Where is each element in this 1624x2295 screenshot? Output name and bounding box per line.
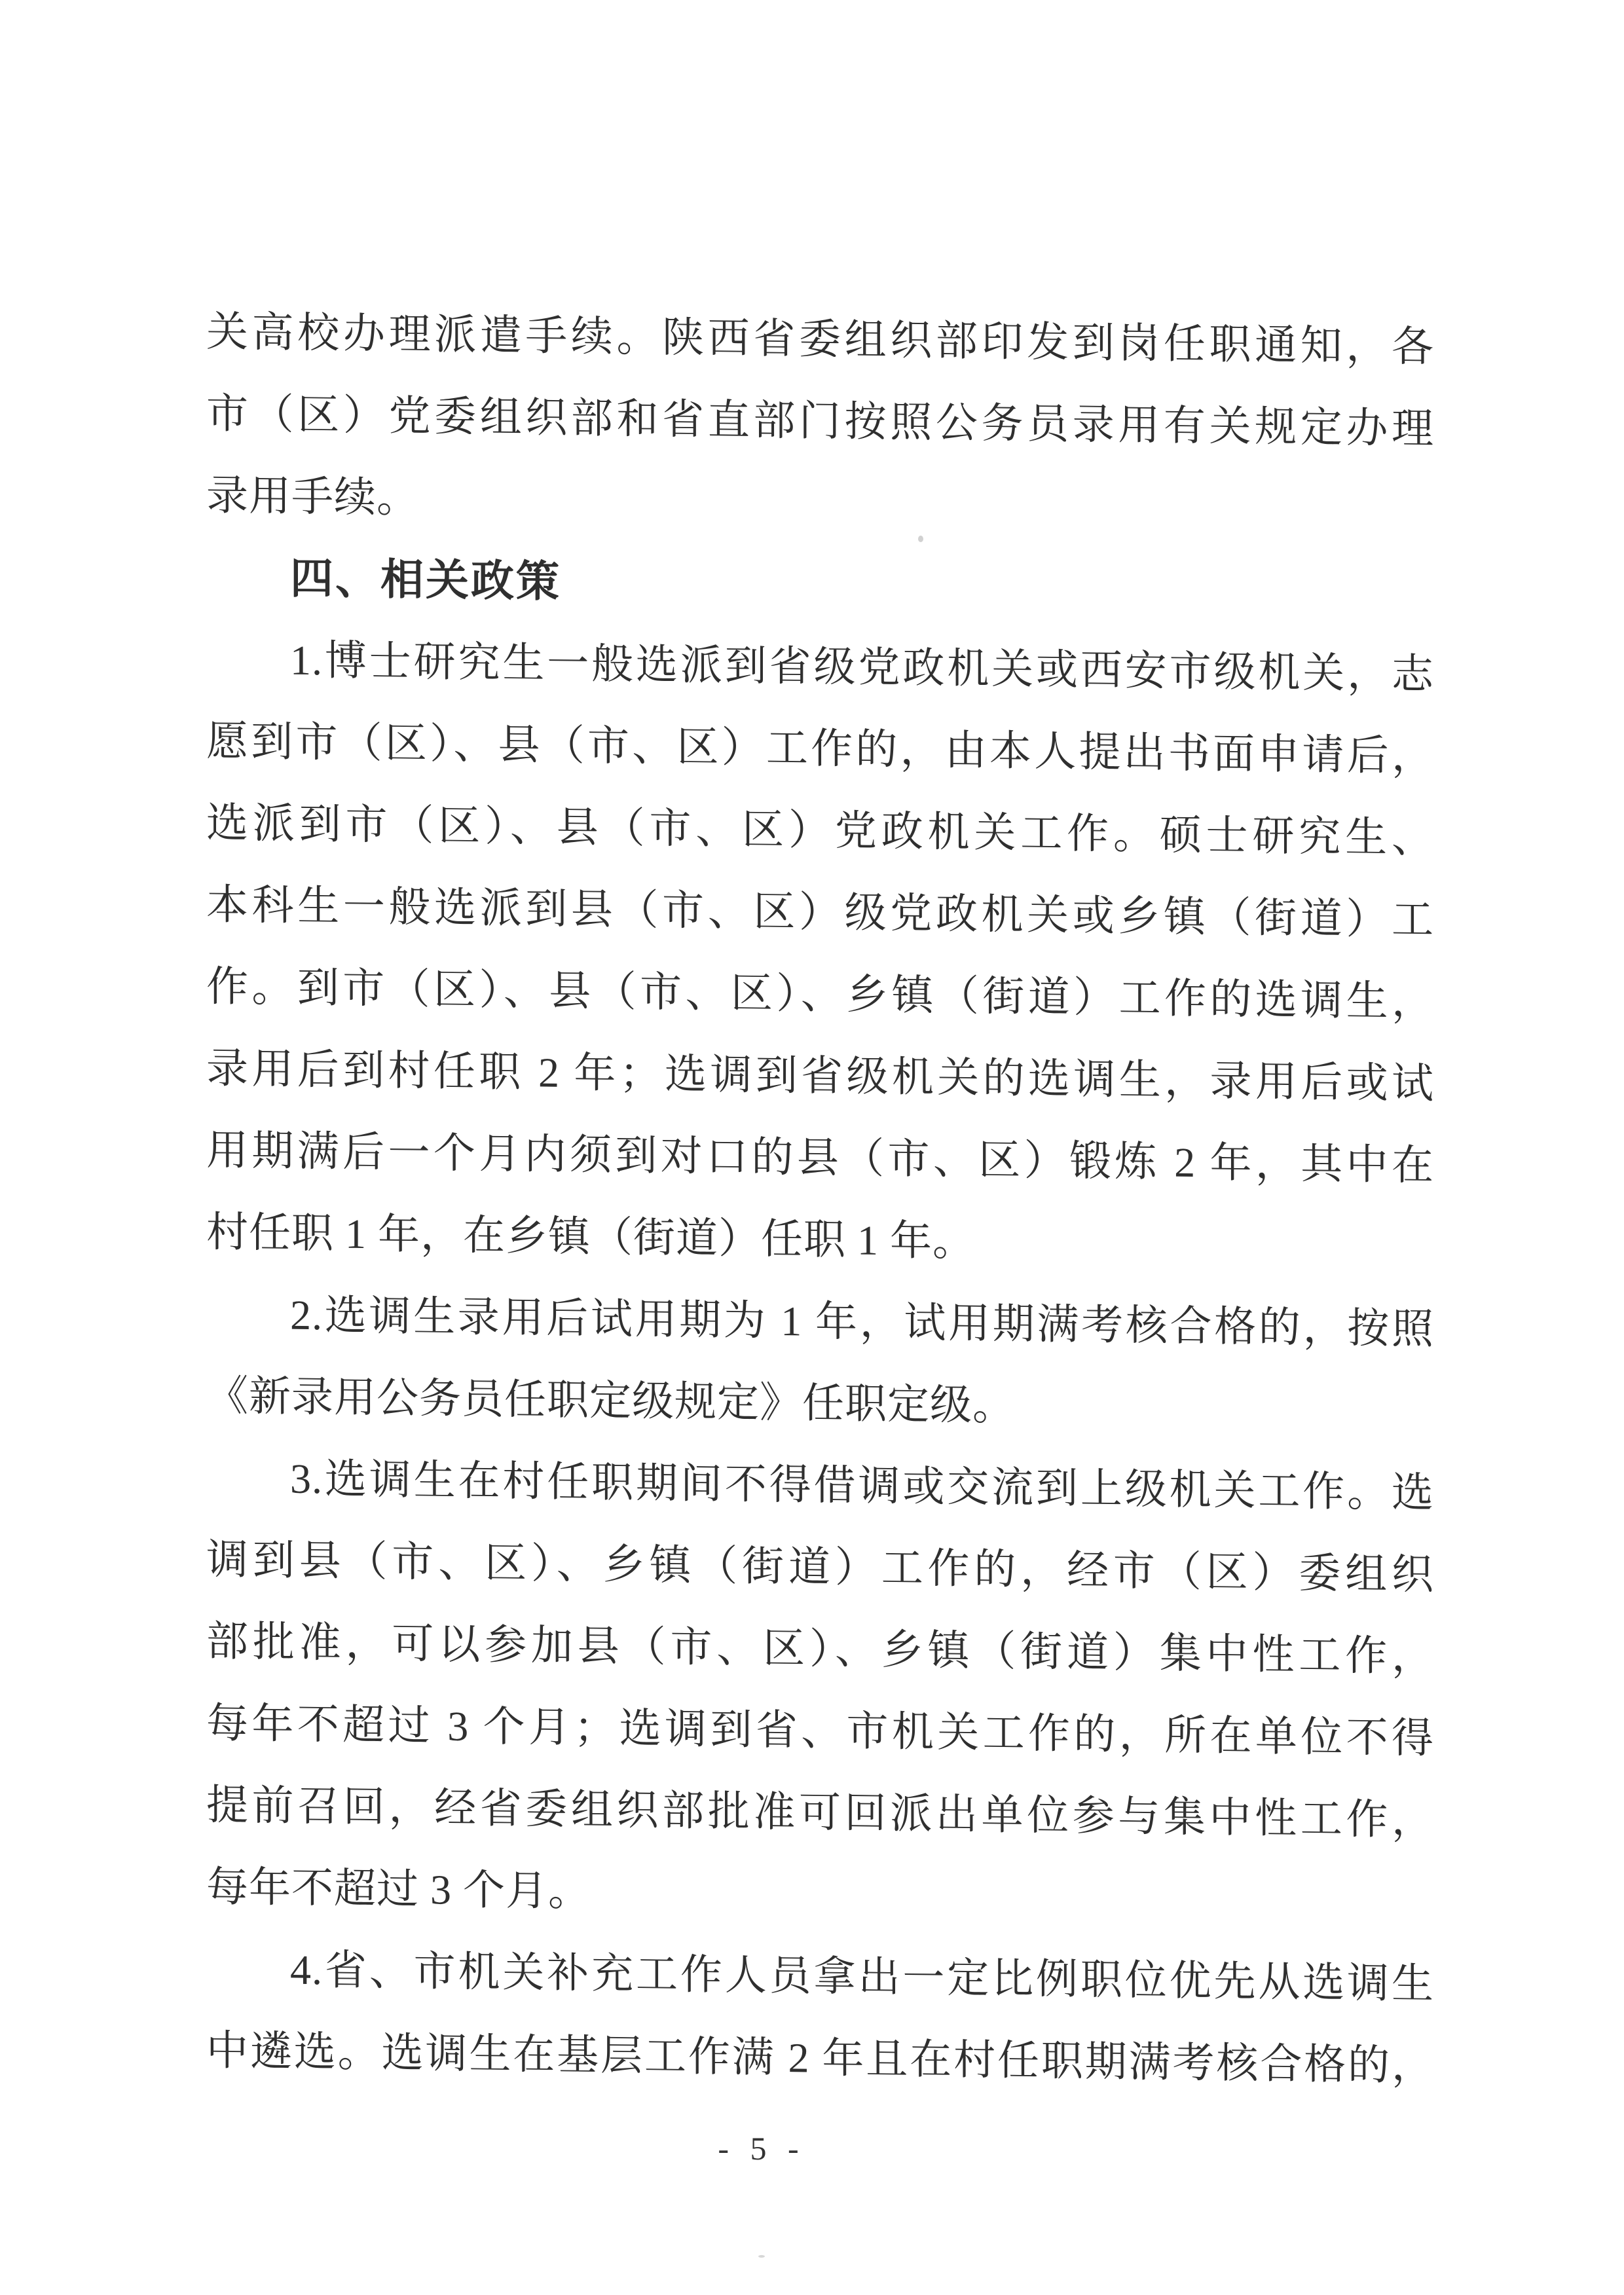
text-line: 4.省、市机关补充工作人员拿出一定比例职位优先从选调生 [290, 1946, 1434, 2008]
text-line: 每年不超过 3 个月；选调到省、市机关工作的，所在单位不得 [206, 1700, 1434, 1762]
text-line: 录用手续。 [206, 472, 419, 522]
text-line: 调到县（市、区）、乡镇（街道）工作的，经市（区）委组织 [206, 1536, 1434, 1598]
text-line: 中遴选。选调生在基层工作满 2 年且在村任职期满考核合格的， [206, 2027, 1434, 2089]
text-line: 《新录用公务员任职定级规定》任职定级。 [206, 1372, 1015, 1429]
section-heading: 四、相关政策 [290, 553, 561, 606]
text-line: 市（区）党委组织部和省直部门按照公务员录用有关规定办理 [206, 390, 1434, 452]
text-line: 关高校办理派遣手续。陕西省委组织部印发到岗任职通知，各 [206, 308, 1434, 371]
text-line: 作。到市（区）、县（市、区）、乡镇（街道）工作的选调生， [206, 963, 1434, 1025]
scan-speckle [758, 2255, 765, 2258]
text-line: 本科生一般选派到县（市、区）级党政机关或乡镇（街道）工 [206, 881, 1434, 944]
text-line: 村任职 1 年，在乡镇（街道）任职 1 年。 [206, 1209, 975, 1265]
text-line: 3.选调生在村任职期间不得借调或交流到上级机关工作。选 [290, 1455, 1434, 1516]
page-number: - 5 - [718, 2130, 805, 2167]
text-line: 2.选调生录用后试用期为 1 年，试用期满考核合格的，按照 [290, 1291, 1434, 1353]
text-line: 用期满后一个月内须到对口的县（市、区）锻炼 2 年，其中在 [206, 1127, 1434, 1189]
scan-speckle [918, 536, 923, 542]
text-line: 提前召回，经省委组织部批准可回派出单位参与集中性工作， [206, 1782, 1434, 1844]
text-line: 选派到市（区）、县（市、区）党政机关工作。硕士研究生、 [206, 799, 1434, 862]
text-line: 1.博士研究生一般选派到省级党政机关或西安市级机关，志 [290, 636, 1434, 698]
document-body [206, 291, 1434, 2107]
text-line: 部批准，可以参加县（市、区）、乡镇（街道）集中性工作， [206, 1618, 1434, 1680]
text-line: 录用后到村任职 2 年；选调到省级机关的选调生，录用后或试 [206, 1045, 1434, 1107]
text-line: 每年不超过 3 个月。 [206, 1864, 591, 1915]
text-line: 愿到市（区）、县（市、区）工作的，由本人提出书面申请后， [206, 718, 1434, 780]
